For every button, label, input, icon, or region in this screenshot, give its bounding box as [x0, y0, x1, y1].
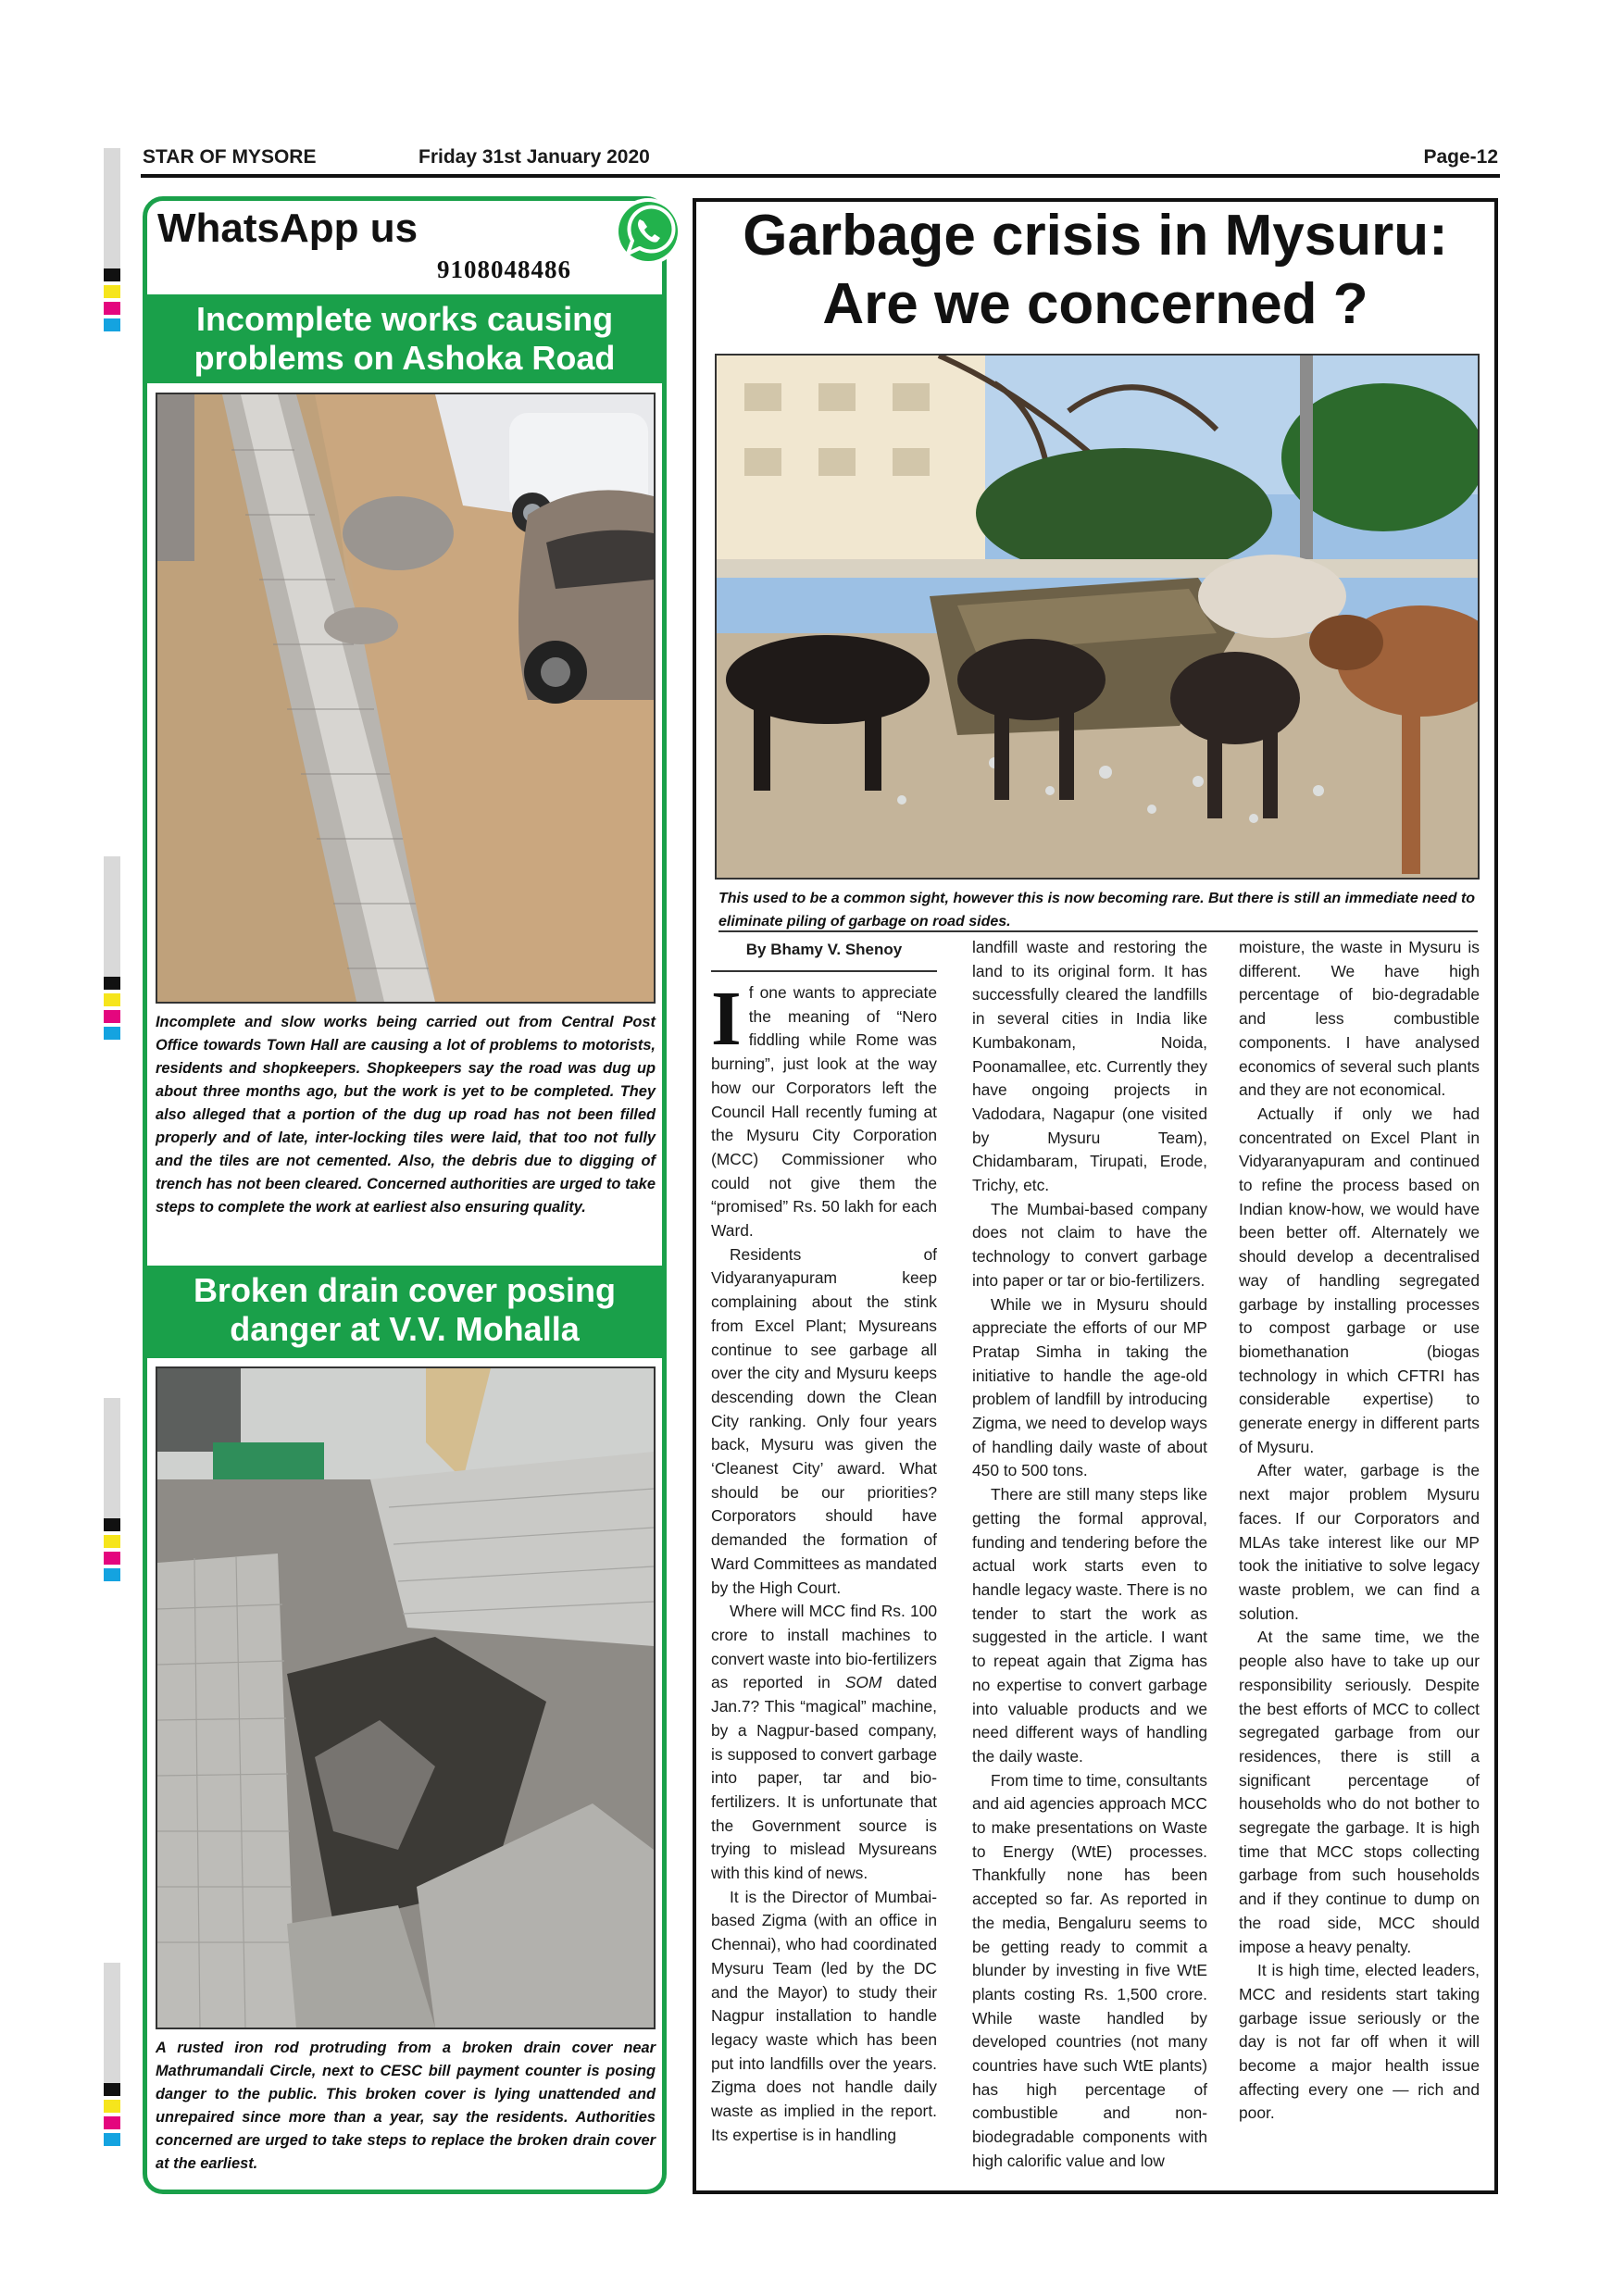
registration-swatch-cyan	[104, 1568, 120, 1581]
story2-headline-line2: danger at V.V. Mohalla	[230, 1310, 580, 1348]
story2-headline-line1: Broken drain cover posing	[193, 1271, 617, 1309]
story1-headline	[147, 294, 662, 383]
paper-abbreviation: SOM	[844, 1673, 882, 1692]
article-photo	[715, 354, 1480, 880]
column1-paragraph	[711, 976, 937, 1243]
column2-paragraph: There are still many steps like getting the formal approval, funding and tendering before the actual work starts even to handle legacy waste. There is no tender to start the work as suggested in the article. I want to repeat again that Zigma has no expertise to convert garbage into valuable products and we need different ways of handling the daily waste.	[972, 1485, 1207, 1766]
column2-paragraph: While we in Mysuru should appreciate the efforts of our MP Pratap Simha in taking the initiative to handle the age-old problem of landfill by introducing Zigma, we need to develop ways of handling daily waste of about 450 to 500 tons.	[972, 1294, 1207, 1480]
registration-swatch-black	[104, 1518, 120, 1531]
registration-strip	[104, 856, 120, 977]
registration-swatch-black	[104, 2083, 120, 2096]
column3-paragraph: At the same time, we the people also have to take up our responsibility seriously. Despite the best efforts of MCC to collect segregated garbage from our residences, there is still a significant percentage of households who do not bother to segregate the garbage. It is high time that MCC stops collecting garbage from such households and if they continue to dump on the road side, MCC should impose a heavy penalty.	[1239, 1628, 1480, 1956]
article-column-2	[972, 936, 1207, 2174]
registration-swatch-yellow	[104, 993, 120, 1006]
column2-paragraph: landfill waste and restoring the land to its original form. It has successfully cleared the landfills in several cities in India like Kumbakonam, Noida, Poonamallee, etc. Currently they have ongoing projects in Vadodara, Nagapur (one visited by Mysuru Team), Chidambaram, Tirupati, Erode, Trichy, etc.	[972, 938, 1207, 1195]
story1-headline-line1: Incomplete works causing	[195, 300, 614, 338]
registration-swatch-cyan	[104, 1027, 120, 1040]
byline-rule	[711, 970, 937, 972]
registration-swatch-magenta	[104, 1552, 120, 1565]
caption-rule	[718, 930, 1478, 932]
column2-paragraph: From time to time, consultants and aid agencies approach MCC to make presentations on Waste to Energy (WtE) processes. Thankfully none has been accepted so far. As reported in the media, Bengaluru seems to be getting ready to commit a blunder by investing in five WtE plants costing Rs. 1,500 crore. While waste handled by developed countries (not many countries have such WtE plants) has high percentage of combustible and non-biodegradable components with high calorific value and low	[972, 1770, 1207, 2170]
registration-strip	[104, 1963, 120, 2083]
column3-paragraph: moisture, the waste in Mysuru is different. We have high percentage of bio-degradable and less combustible components. I have analysed economics of several such plants and they are not economical.	[1239, 938, 1480, 1100]
article-headline-line1: Garbage crisis in Mysuru:	[743, 204, 1448, 268]
registration-swatch-yellow	[104, 285, 120, 298]
registration-swatch-yellow	[104, 2100, 120, 2113]
cattle-garbage-photo	[717, 356, 1478, 878]
column2-paragraph: The Mumbai-based company does not claim to have the technology to convert garbage into paper or tar or bio-fertilizers.	[972, 1199, 1207, 1290]
column1-paragraph: Residents of Vidyaranyapuram keep complaining about the stink from Excel Plant; Mysureans continue to see garbage all over the city and Mysuru keeps descending down the Clean City ranking. Only four years back, Mysuru was given the ‘Cleanest City’ award. What should be our priorities? Corporators should have demanded the formation of Ward Committees as mandated by the High Court.	[711, 1244, 937, 1597]
registration-strip	[104, 148, 120, 268]
registration-swatch-magenta	[104, 1010, 120, 1023]
registration-swatch-yellow	[104, 1535, 120, 1548]
story1-caption: Incomplete and slow works being carried out from Central Post Office towards Town Hall are causing a lot of problems to motorists, residents and shopkeepers. Shopkeepers say the road was dug up about three months ago, but the work is yet to be completed. They also alleged that a portion of the dug up road has not been filled properly and of late, inter-locking tiles were laid, that too not fully and the tiles are not cemented. Also, the debris due to digging of trench has not been cleared. Concerned authorities are urged to take steps to complete the work at earliest also ensuring quality.	[156, 1014, 656, 1216]
registration-swatch-magenta	[104, 302, 120, 315]
article-headline	[696, 202, 1494, 339]
column3-paragraph: After water, garbage is the next major problem Mysuru faces. If our Corporators and MLAs take interest like our MP took the initiative to solve legacy waste problem, we can find a solution.	[1239, 1461, 1480, 1623]
registration-strip	[104, 1398, 120, 1518]
column1-p1-text: f one wants to appreciate the meaning of “Nero fiddling while Rome was burning”, just look at the way how our Corporators left the Council Hall recently fuming at the Mysuru City Corporation (MCC) Commissioner who could not give them the “promised” Rs. 50 lakh for each Ward.	[711, 983, 937, 1241]
article-column-1	[711, 976, 937, 2147]
article-headline-line2: Are we concerned ?	[822, 272, 1368, 336]
road-works-photo	[157, 394, 654, 1002]
drop-cap: I	[711, 976, 742, 1062]
broken-drain-photo	[157, 1368, 654, 2028]
column1-p3-text-a: Where will MCC find Rs. 100 crore to install machines to convert waste into bio-fertilizers as reported in	[711, 1602, 937, 1692]
column3-paragraph: It is high time, elected leaders, MCC and residents start taking garbage issue seriously or the day is not far off when it will become a major health issue affecting every one — rich and poor.	[1239, 1961, 1480, 2123]
column1-paragraph	[711, 1600, 937, 1885]
registration-swatch-magenta	[104, 2116, 120, 2129]
issue-date: Friday 31st January 2020	[418, 146, 650, 168]
masthead	[141, 144, 1500, 174]
story2-headline	[147, 1266, 662, 1358]
story1-headline-line2: problems on Ashoka Road	[194, 339, 616, 377]
whatsapp-icon	[611, 194, 685, 268]
registration-swatch-cyan	[104, 318, 120, 331]
story2-photo	[156, 1366, 656, 2029]
story1-photo	[156, 393, 656, 1004]
article-column-3	[1239, 936, 1480, 2126]
byline: By Bhamy V. Shenoy	[745, 941, 903, 958]
whatsapp-number: 9108048486	[437, 256, 571, 283]
registration-swatch-black	[104, 977, 120, 990]
column1-p3-text-b: dated Jan.7? This “magical” machine, by a Nagpur-based company, is supposed to convert garbage into paper, tar and bio-fertilizers. It is unfortunate that the Government source is trying to mislead Mysureans with this kind of news.	[711, 1673, 937, 1883]
masthead-rule	[141, 174, 1500, 178]
column3-paragraph: Actually if only we had concentrated on Excel Plant in Vidyaranyapuram and continued to refine the process based on Indian know-how, we would have been better off. Alternately we should develop a decentralised way of handling segregated garbage by installing processes to compost garbage or use biomethanation (biogas technology in which CFTRI has considerable expertise) to generate energy in different parts of Mysuru.	[1239, 1104, 1480, 1456]
column1-paragraph: It is the Director of Mumbai-based Zigma (with an office in Chennai), who had coordinated Mysuru Team (led by the DC and the Mayor) to study their Nagpur installation to handle legacy waste which has been put into landfills over the years. Zigma does not handle daily waste as implied in the report. Its expertise is in handling	[711, 1887, 937, 2144]
registration-swatch-black	[104, 268, 120, 281]
page-number: Page-12	[1423, 146, 1498, 168]
whatsapp-title: WhatsApp us	[157, 206, 418, 251]
article-photo-caption: This used to be a common sight, however this is now becoming rare. But there is still an immediate need to eliminate piling of garbage on road sides.	[718, 891, 1476, 930]
story2-caption: A rusted iron rod protruding from a broken drain cover near Mathrumandali Circle, next to CESC bill payment counter is posing danger to the public. This broken cover is lying unattended and unrepaired since more than a year, say the residents. Authorities concerned are urged to take steps to replace the broken drain cover at the earliest.	[156, 2040, 656, 2172]
paper-name: STAR OF MYSORE	[143, 146, 317, 168]
registration-swatch-cyan	[104, 2133, 120, 2146]
